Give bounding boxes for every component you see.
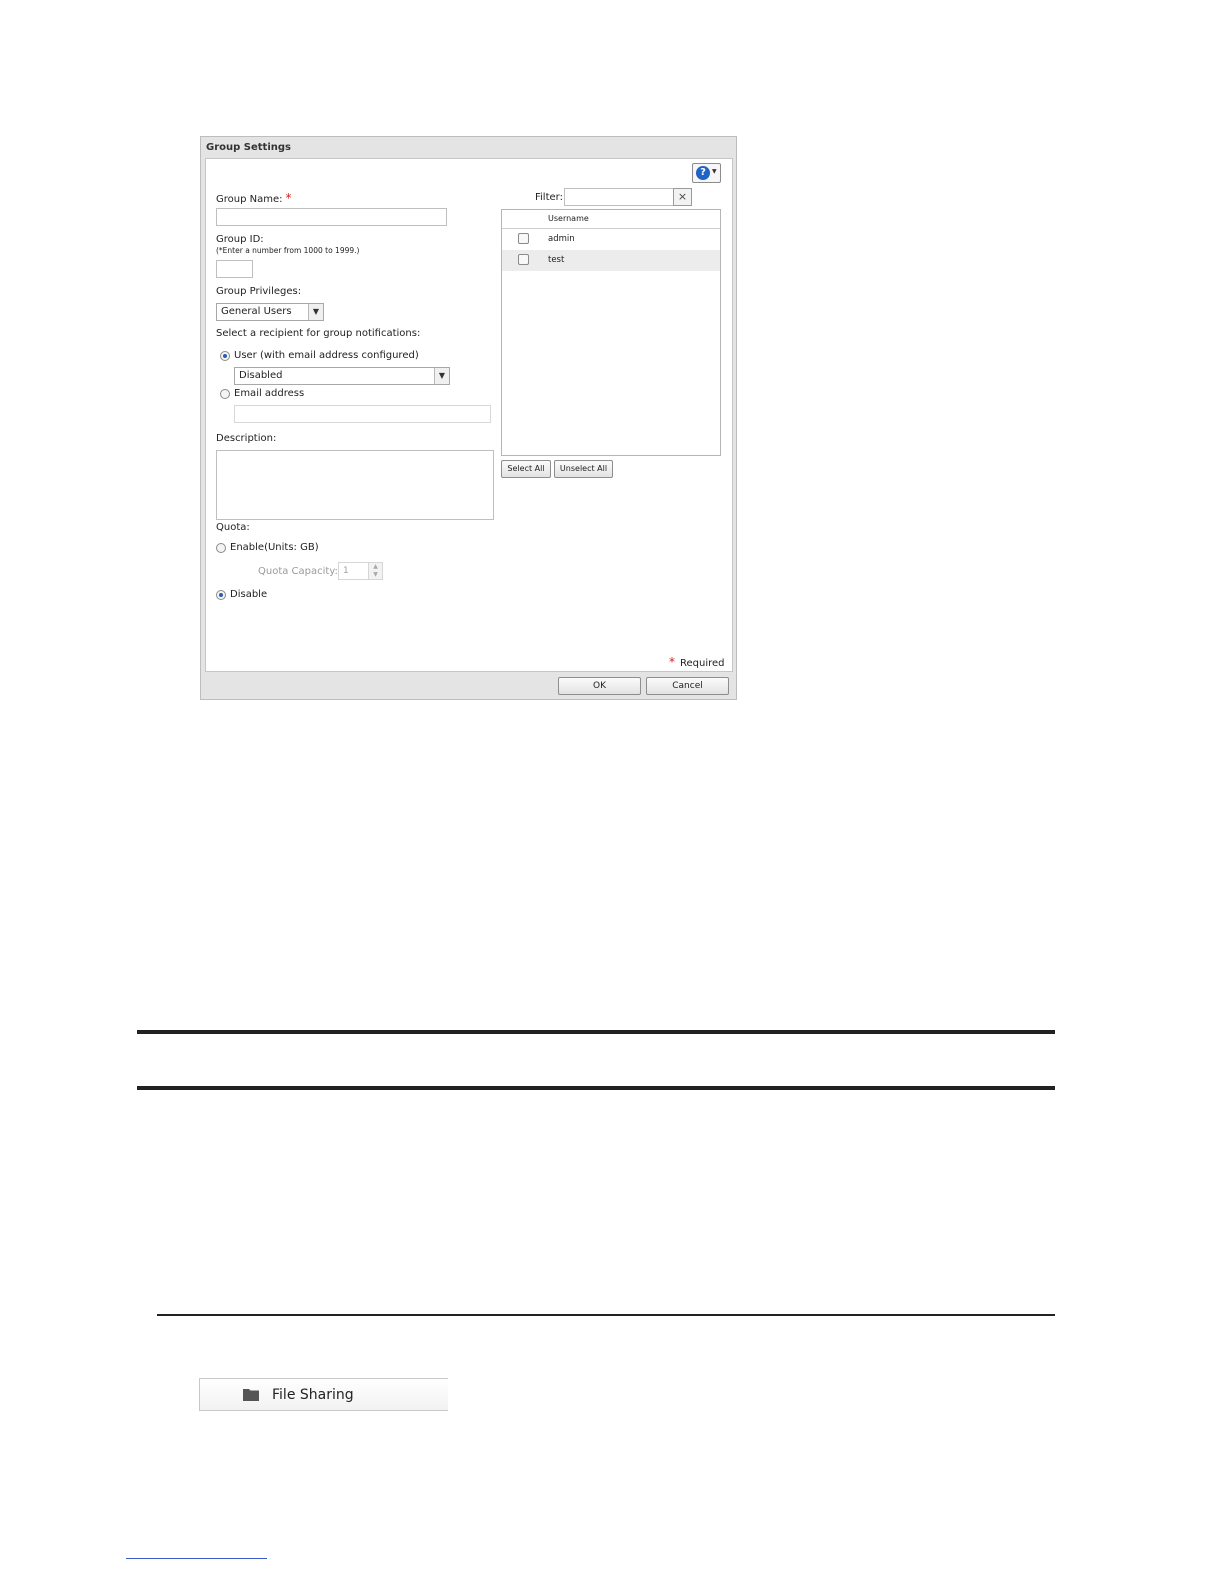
user-checkbox[interactable]	[518, 254, 529, 265]
table-row[interactable]	[502, 229, 720, 250]
divider-rule	[157, 1314, 1055, 1316]
quota-capacity-label: Quota Capacity:	[258, 566, 338, 577]
cancel-button[interactable]: Cancel	[646, 677, 729, 695]
chevron-down-icon: ▼	[434, 368, 449, 384]
email-recipient-radio[interactable]	[220, 389, 230, 399]
quota-capacity-stepper[interactable]	[338, 562, 383, 580]
user-recipient-select[interactable]	[234, 367, 450, 385]
user-recipient-label: User (with email address configured)	[234, 350, 419, 361]
unselect-all-button[interactable]: Unselect All	[554, 460, 613, 478]
close-icon: ×	[677, 190, 688, 203]
section-rule-top	[137, 1030, 1055, 1034]
ok-button[interactable]: OK	[558, 677, 641, 695]
quota-capacity-value: 1	[343, 566, 349, 576]
quota-label: Quota:	[216, 522, 250, 533]
required-mark: *	[285, 191, 292, 205]
sidebar-item-file-sharing[interactable]	[199, 1378, 448, 1411]
group-privileges-label: Group Privileges:	[216, 286, 302, 297]
username-cell: test	[548, 255, 565, 265]
user-table	[501, 209, 721, 456]
section-rule-bottom	[137, 1086, 1055, 1090]
description-textarea[interactable]	[216, 450, 494, 520]
help-icon: ?	[696, 166, 710, 180]
folder-icon	[243, 1388, 259, 1401]
select-all-button[interactable]: Select All	[501, 460, 551, 478]
dialog-title: Group Settings	[206, 142, 291, 153]
table-header	[502, 210, 720, 229]
clear-filter-button[interactable]	[673, 188, 692, 206]
group-id-input[interactable]	[216, 260, 253, 278]
footer-link-underline[interactable]	[126, 1558, 267, 1559]
user-recipient-radio[interactable]	[220, 351, 230, 361]
required-mark: *	[669, 655, 675, 669]
help-button[interactable]	[692, 163, 721, 183]
filter-label: Filter:	[535, 192, 563, 203]
chevron-down-icon: ▼	[308, 304, 323, 320]
quota-enable-radio[interactable]	[216, 543, 226, 553]
filter-input[interactable]	[564, 188, 674, 206]
required-note: * Required	[669, 655, 725, 669]
group-privileges-value: General Users	[221, 306, 292, 317]
chevron-down-icon: ▼	[712, 168, 717, 175]
quota-disable-label: Disable	[230, 589, 268, 600]
group-privileges-select[interactable]	[216, 303, 324, 321]
username-column-header: Username	[548, 214, 589, 223]
sidebar-item-label: File Sharing	[272, 1387, 354, 1403]
notification-recipient-label: Select a recipient for group notifications:	[216, 328, 421, 339]
email-address-input[interactable]	[234, 405, 491, 423]
group-settings-dialog	[200, 136, 737, 700]
stepper-arrows-icon[interactable]: ▲ ▼	[368, 563, 382, 579]
table-row[interactable]	[502, 250, 720, 271]
email-recipient-label: Email address	[234, 388, 305, 399]
username-cell: admin	[548, 234, 575, 244]
quota-enable-label: Enable(Units: GB)	[230, 542, 319, 553]
dialog-body	[205, 158, 733, 672]
group-id-label: Group ID:	[216, 234, 264, 245]
group-name-input[interactable]	[216, 208, 447, 226]
quota-disable-radio[interactable]	[216, 590, 226, 600]
user-checkbox[interactable]	[518, 233, 529, 244]
description-label: Description:	[216, 433, 277, 444]
user-recipient-value: Disabled	[239, 370, 283, 381]
group-id-hint: (*Enter a number from 1000 to 1999.)	[216, 246, 360, 255]
group-name-label: Group Name: *	[216, 191, 292, 205]
